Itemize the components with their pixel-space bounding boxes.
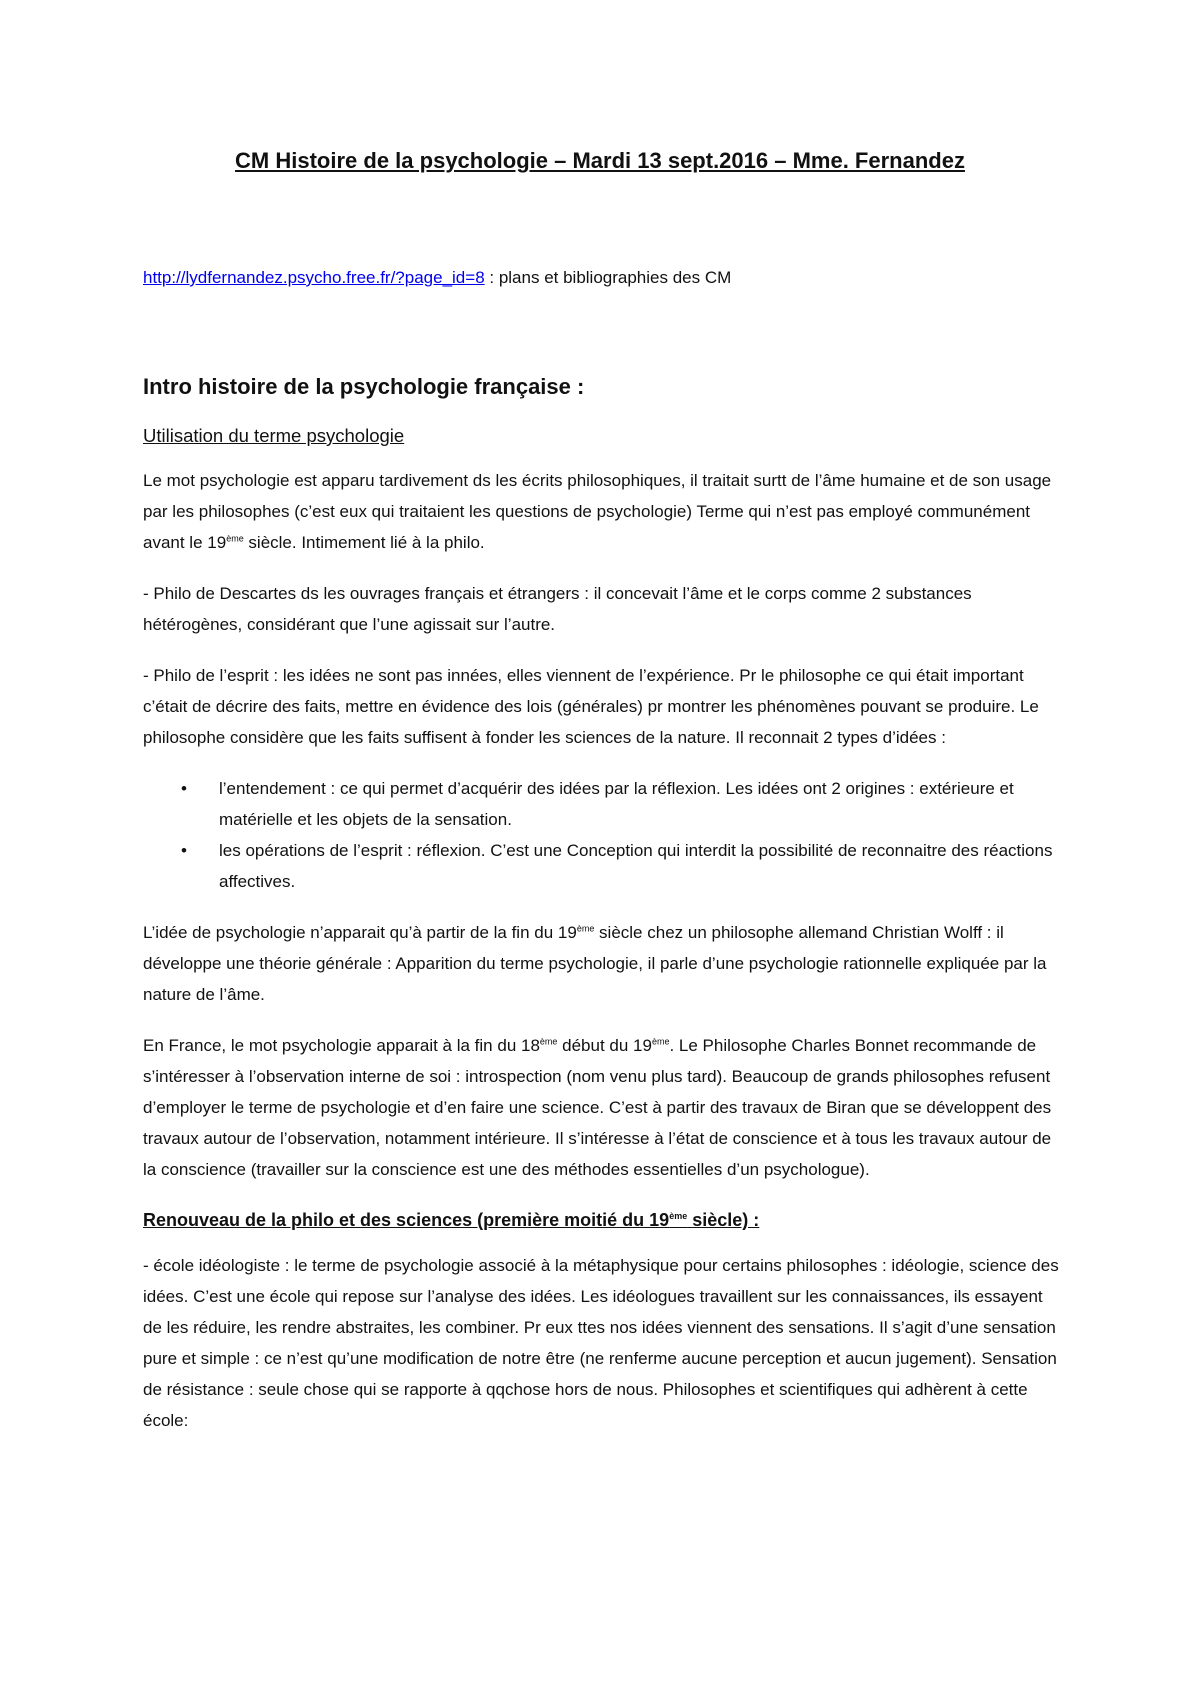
document-title: CM Histoire de la psychologie – Mardi 13 sept.2016 – Mme. Fernandez (235, 148, 965, 173)
paragraph-esprit: - Philo de l’esprit : les idées ne sont pas innées, elles viennent de l’expérience. Pr le philosophe ce qui était important c’était de décrire des faits, mettre en évidence des lois (générales) pr montrer les phénomènes pouvant se produire. Le philosophe considère que les faits suffisent à fonder les sciences de la nature. Il reconnait 2 types d’idées : (143, 666, 1039, 747)
bullet-icon: • (181, 779, 187, 798)
paragraph-france-text-b: début du 19 (557, 1036, 652, 1055)
course-link-line (143, 268, 731, 288)
heading-utilisation: Utilisation du terme psychologie (143, 425, 405, 446)
paragraph-wolff-text-a: L’idée de psychologie n’apparait qu’à partir de la fin du 19 (143, 923, 577, 942)
superscript: ème (226, 533, 244, 544)
heading-intro: Intro histoire de la psychologie française : (143, 374, 585, 399)
paragraph-ideologiste: - école idéologiste : le terme de psychologie associé à la métaphysique pour certains philosophes : idéologie, science des idées. C’est une école qui repose sur l’analyse des idées. Les idéologues travaillent sur les connaissances, ils essayent de les réduire, les rendre abstraites, les combiner. Pr eux ttes nos idées viennent des sensations. Il s’agit d’une sensation pure et simple : ce n’est qu’une modification de notre être (ne renferme aucune perception et aucun jugement). Sensation de résistance : seule chose qui se rapporte à qqchose hors de nous. Philosophes et scientifiques qui adhèrent à cette école: (143, 1256, 1059, 1430)
paragraph-wolff (143, 917, 1065, 1010)
superscript: ème (669, 1211, 688, 1221)
heading-renouveau-text-b: siècle) : (687, 1210, 760, 1230)
paragraph-france (143, 1030, 1065, 1185)
document-body (143, 370, 1065, 1456)
superscript: ème (576, 923, 595, 934)
paragraph-france-text-a: En France, le mot psychologie apparait à la fin du 18 (143, 1036, 540, 1055)
list-item (181, 835, 1065, 897)
bullet-list (143, 773, 1065, 897)
paragraph-1-text-b: siècle. Intimement lié à la philo. (243, 533, 485, 552)
list-item-text: l’entendement : ce qui permet d’acquérir des idées par la réflexion. Les idées ont 2 origines : extérieure et matérielle et les objets de la sensation. (219, 779, 1014, 829)
paragraph-wolff-text-b: siècle chez un philosophe allemand Christian Wolff : il développe une théorie générale : Apparition du terme psychologie, il parle d’une psychologie rationnelle expliquée par la nature de l’âme. (143, 923, 1047, 1004)
course-link-description: : plans et bibliographies des CM (484, 268, 732, 287)
list-item-text: les opérations de l’esprit : réflexion. C’est une Conception qui interdit la possibilité de reconnaitre des réactions affectives. (219, 841, 1053, 891)
paragraph-france-text-c: . Le Philosophe Charles Bonnet recommande de s’intéresser à l’observation interne de soi : introspection (nom venu plus tard). Beaucoup de grands philosophes refusent d’employer le terme de psychologie et d’en faire une science. C’est à partir des travaux de Biran que se développent des travaux autour de l’observation, notamment intérieure. Il s’intéresse à l’état de conscience et à tous les travaux autour de la conscience (travailler sur la conscience est une des méthodes essentielles d’un psychologue). (143, 1036, 1052, 1179)
heading-renouveau (143, 1205, 1065, 1236)
paragraph-descartes: - Philo de Descartes ds les ouvrages français et étrangers : il concevait l’âme et le corps comme 2 substances hétérogènes, considérant que l’une agissait sur l’autre. (143, 584, 972, 634)
paragraph-1-text-a: Le mot psychologie est apparu tardivement ds les écrits philosophiques, il traitait surtt de l’âme humaine et de son usage par les philosophes (c’est eux qui traitaient les questions de psychologie) Terme qui n’est pas employé communément avant le 19 (143, 471, 1052, 552)
course-link[interactable]: http://lydfernandez.psycho.free.fr/?page_id=8 (143, 268, 485, 287)
paragraph-1 (143, 465, 1065, 558)
superscript: ème (651, 1036, 670, 1047)
list-item (181, 773, 1065, 835)
superscript: ème (539, 1036, 558, 1047)
heading-renouveau-text-a: Renouveau de la philo et des sciences (première moitié du 19 (143, 1210, 670, 1230)
bullet-icon: • (181, 841, 187, 860)
